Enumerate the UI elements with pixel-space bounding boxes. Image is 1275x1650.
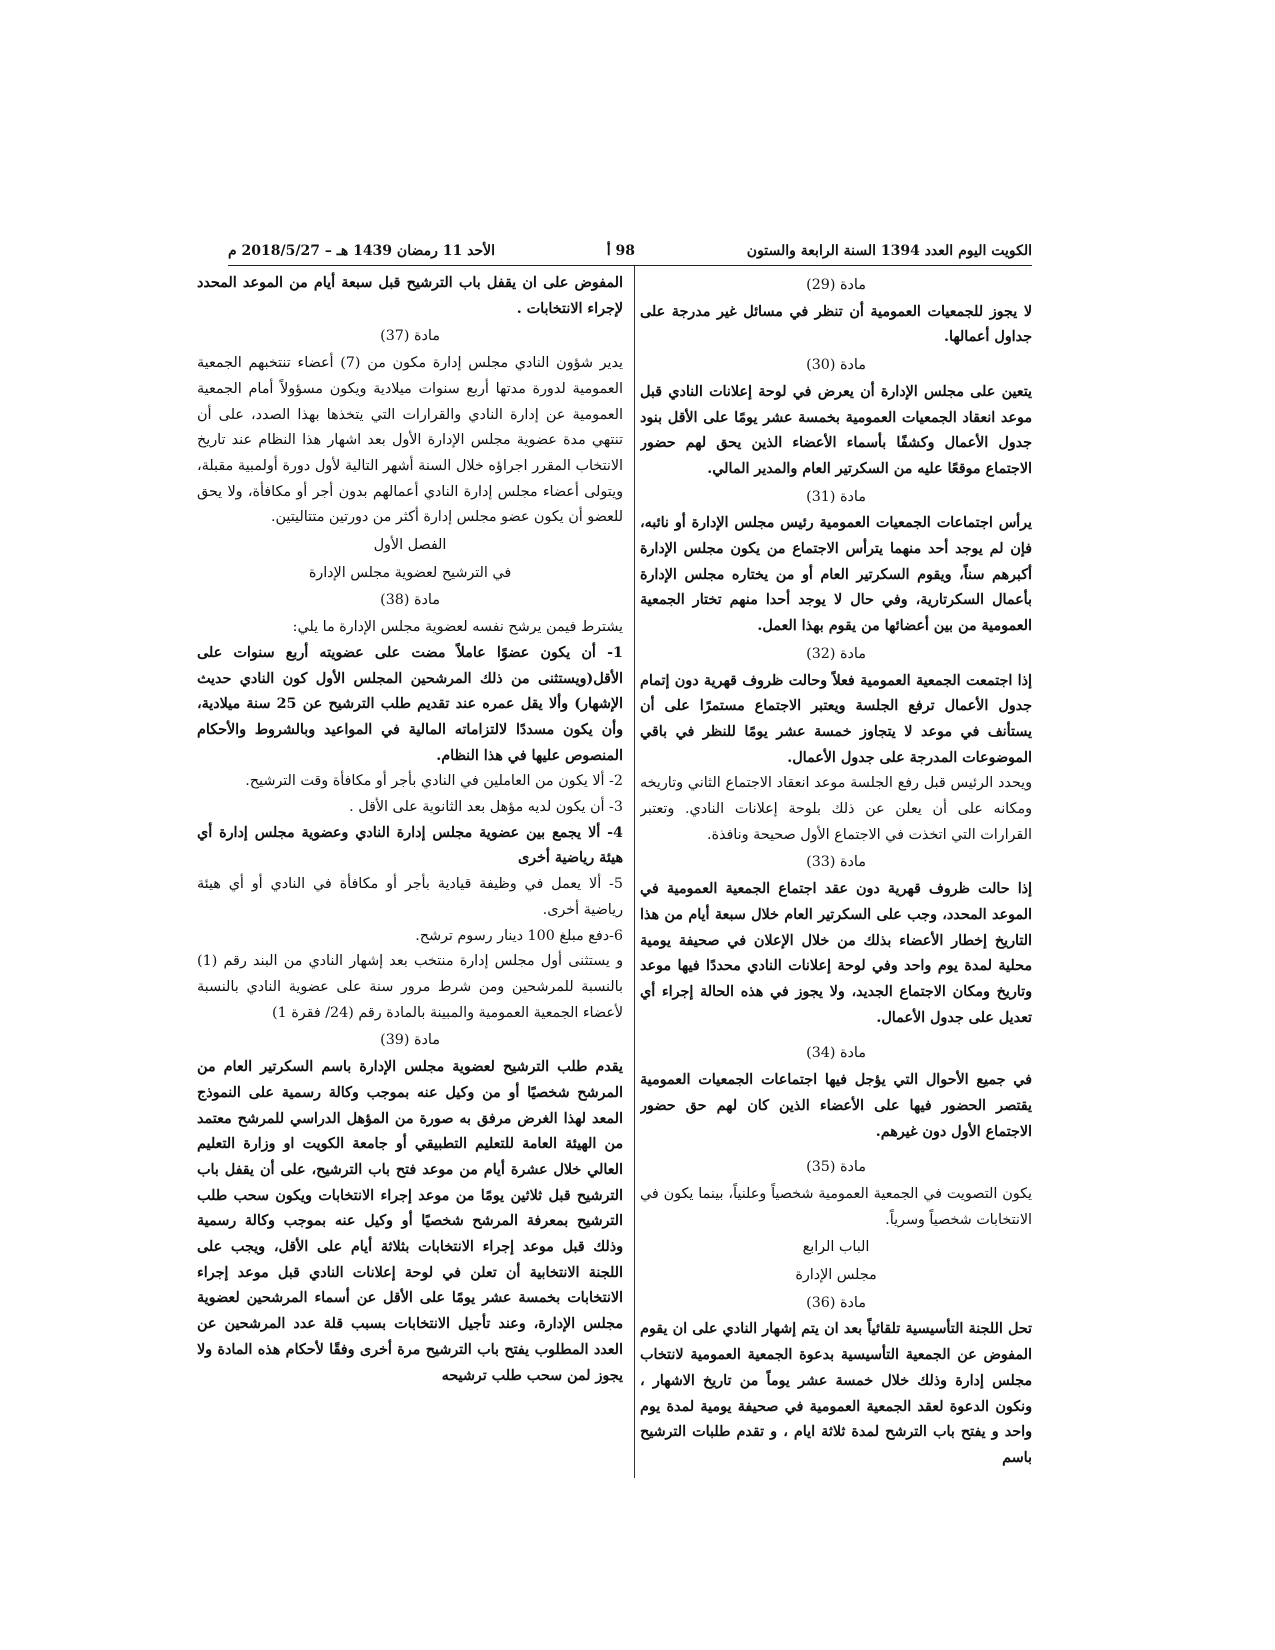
column-divider bbox=[634, 266, 635, 1478]
paragraph: تحل اللجنة التأسيسية تلقائياً بعد ان يتم إشهار النادي على ان يقوم المفوض عن الجمعية التأسيسية بدعوة الجمعية العمومية لانتخاب مجلس إدارة وذلك خلال خمسة عشر يوماً من تاريخ الاشهار ، ونكون الدعوة لعقد الجمعية العمومية في صحيفة يومية لمدة يوم واحد و يفتح باب الترشح لمدة ثلاثة ايام ، و تقدم طلبات الترشيح باسم bbox=[640, 1321, 1032, 1466]
paragraph: يرأس اجتماعات الجمعيات العمومية رئيس مجلس الإدارة أو نائبه، فإن لم يوجد أحد منهما يترأس الاجتماع من يكون مجلس الإدارة أكبرهم سناً، ويقوم السكرتير العام أو من يختاره مجلس الإدارة بأعمال السكرتارية، وفي حال لا يوجد أحدا منهم تختار الجمعية العمومية من بين أعضائها من يقوم بهذا العمل. bbox=[640, 515, 1032, 635]
paragraph: في جميع الأحوال التي يؤجل فيها اجتماعات الجمعيات العمومية يقتصر الحضور فيها على الأعضاء الذين كان لهم حق حضور الاجتماع الأول دون غيرهم. bbox=[640, 1072, 1032, 1140]
paragraph: يشترط فيمن يرشح نفسه لعضوية مجلس الإدارة ما يلي: bbox=[292, 619, 623, 636]
paragraph: لا يجوز للجمعيات العمومية أن تنظر في مسائل غير مدرجة على جداول أعمالها. bbox=[640, 303, 1032, 346]
paragraph: 2- ألا يكون من العاملين في النادي بأجر أو مكافأة وقت الترشيح. bbox=[245, 773, 623, 790]
paragraph: 1- أن يكون عضوًا عاملاً مضت على عضويته أربع سنوات على الأقل(ويستثنى من ذلك المرشحين المجلس الأول كون النادي حديث الإشهار) وألا يقل عمره عند تقديم طلب الترشيح عن 25 سنة ميلادية، وأن يكون مسددًا لالتزاماته المالية في المواعيد وبالشروط والأحكام المنصوص عليها في هذا النظام. bbox=[197, 644, 623, 764]
paragraph: يكون التصويت في الجمعية العمومية شخصياً وعلنياً، بينما يكون في الانتخابات شخصياً وسرياً. bbox=[640, 1185, 1032, 1228]
paragraph: 5- ألا يعمل في وظيفة قيادية بأجر أو مكافأة في النادي أو أي هيئة رياضية أخرى. bbox=[197, 876, 623, 918]
article-heading: مادة (34) bbox=[806, 1045, 866, 1062]
paragraph: 6-دفع مبلغ 100 دينار رسوم ترشح. bbox=[415, 927, 623, 944]
article-heading: مادة (38) bbox=[380, 592, 440, 609]
issue-date: الأحد 11 رمضان 1439 هـ – 2018/5/27 م bbox=[228, 243, 495, 259]
article-heading: في الترشيح لعضوية مجلس الإدارة bbox=[308, 564, 512, 581]
paragraph: يقدم طلب الترشيح لعضوية مجلس الإدارة باسم السكرتير العام من المرشح شخصيًا أو من وكيل عنه بموجب وكالة رسمية على النموذج المعد لهذا الغرض مرفق به صورة من المؤهل الدراسي للمرشح معتمد من الهيئة العامة للتعليم التطبيقي أو جامعة الكويت او وزارة التعليم العالي خلال عشرة أيام من موعد فتح باب الترشيح، على أن يقفل باب الترشيح قبل ثلاثين يومًا من موعد إجراء الانتخابات ويكون سحب طلب الترشيح بمعرفة المرشح شخصيًا أو وكيل عنه بموجب وكالة رسمية وذلك قبل موعد إجراء الانتخابات بثلاثة أيام على الأقل، ويجب على اللجنة الانتخابية أن تعلن في لوحة إعلانات النادي قبل موعد إجراء الانتخابات بخمسة عشر يومًا على الأقل عن أسماء المرشحين لعضوية مجلس الإدارة، وعند تأجيل الانتخابات بسبب قلة عدد المرشحين عن العدد المطلوب يفتح باب الترشيح مرة أخرى وفقًا لأحكام هذه المادة ولا يجوز لمن سحب طلب ترشيحه bbox=[197, 1059, 623, 1384]
paragraph: 3- أن يكون لديه مؤهل بعد الثانوية على الأقل . bbox=[349, 799, 623, 816]
page-header bbox=[228, 238, 1032, 264]
article-heading: مجلس الإدارة bbox=[795, 1267, 877, 1284]
article-heading: مادة (29) bbox=[806, 277, 866, 293]
right-column bbox=[640, 271, 1032, 1481]
article-heading: مادة (39) bbox=[380, 1032, 440, 1049]
page-number: 98 أ bbox=[606, 243, 636, 259]
header-rule bbox=[228, 265, 1032, 266]
paragraph: إذا اجتمعت الجمعية العمومية فعلاً وحالت ظروف قهرية دون إتمام جدول الأعمال ترفع الجلسة ويعتبر الاجتماع مستمرًا على أن يستأنف في موعد لا يتجاوز خمسة عشر يومًا للنظر في باقي الموضوعات المدرجة على جدول الأعمال. bbox=[640, 672, 1032, 766]
gazette-issue: الكويت اليوم العدد 1394 السنة الرابعة والستون bbox=[746, 243, 1032, 259]
article-heading: مادة (36) bbox=[806, 1294, 866, 1311]
article-heading: مادة (30) bbox=[806, 357, 866, 374]
paragraph: و يستثنى أول مجلس إدارة منتخب بعد إشهار النادي من البند رقم (1) بالنسبة للمرشحين ومن شرط مرور سنة على عضوية النادي بالنسبة لأعضاء الجمعية العمومية والمبينة بالمادة رقم (24/ فقرة 1) bbox=[197, 953, 623, 1021]
paragraph: إذا حالت ظروف قهرية دون عقد اجتماع الجمعية العمومية في الموعد المحدد، وجب على السكرتير العام خلال سبعة أيام من هذا التاريخ إخطار الأعضاء بذلك من خلال الإعلان في صحيفة يومية محلية لمدة يوم واحد وفي لوحة إعلانات النادي محددًا فيها موعد وتاريخ ومكان الاجتماع الجديد، ولا يجوز في هذه الحالة إجراء أي تعديل على جدول الأعمال. bbox=[640, 881, 1032, 1026]
paragraph: يدير شؤون النادي مجلس إدارة مكون من (7) أعضاء تنتخبهم الجمعية العمومية لدورة مدتها أربع سنوات ميلادية ويكون مسؤولاً أمام الجمعية العمومية عن إدارة النادي والقرارات التي يتخذها بهذا الصدد، على أن تنتهي مدة عضوية مجلس الإدارة الأول بعد اشهار هذا النظام عند تاريخ الانتخاب المقرر اجراؤه خلال السنة أشهر التالية لأول دورة أولمبية مقبلة، ويتولى أعضاء مجلس إدارة النادي أعمالهم بدون أجر أو مكافأة، ولا يحق للعضو أن يكون عضو مجلس إدارة أكثر من دورتين متتاليتين. bbox=[197, 355, 623, 526]
paragraph: ويحدد الرئيس قبل رفع الجلسة موعد انعقاد الاجتماع الثاني وتاريخه ومكانه على أن يعلن عن ذلك بلوحة إعلانات النادي. وتعتبر القرارات التي اتخذت في الاجتماع الأول صحيحة ونافذة. bbox=[640, 775, 1032, 843]
article-heading: مادة (35) bbox=[806, 1159, 866, 1176]
paragraph: يتعين على مجلس الإدارة أن يعرض في لوحة إعلانات النادي قبل موعد انعقاد الجمعيات العمومية بخمسة عشر يومًا على الأقل بنود جدول الأعمال وكشفًا بأسماء الأعضاء الذين يحق لهم حضور الاجتماع موقعًا عليه من السكرتير العام والمدير المالي. bbox=[640, 383, 1032, 477]
paragraph: المفوض على ان يقفل باب الترشيح قبل سبعة أيام من الموعد المحدد لإجراء الانتخابات . bbox=[197, 275, 623, 317]
article-heading: مادة (33) bbox=[806, 854, 866, 871]
article-heading: الباب الرابع bbox=[802, 1239, 870, 1256]
paragraph: 4- ألا يجمع بين عضوية مجلس إدارة النادي وعضوية مجلس إدارة أي هيئة رياضية أخرى bbox=[197, 824, 623, 867]
article-heading: مادة (32) bbox=[806, 645, 866, 662]
left-column bbox=[197, 271, 623, 1481]
article-heading: مادة (37) bbox=[380, 328, 440, 345]
article-heading: مادة (31) bbox=[806, 488, 866, 505]
article-heading: الفصل الأول bbox=[373, 537, 447, 554]
